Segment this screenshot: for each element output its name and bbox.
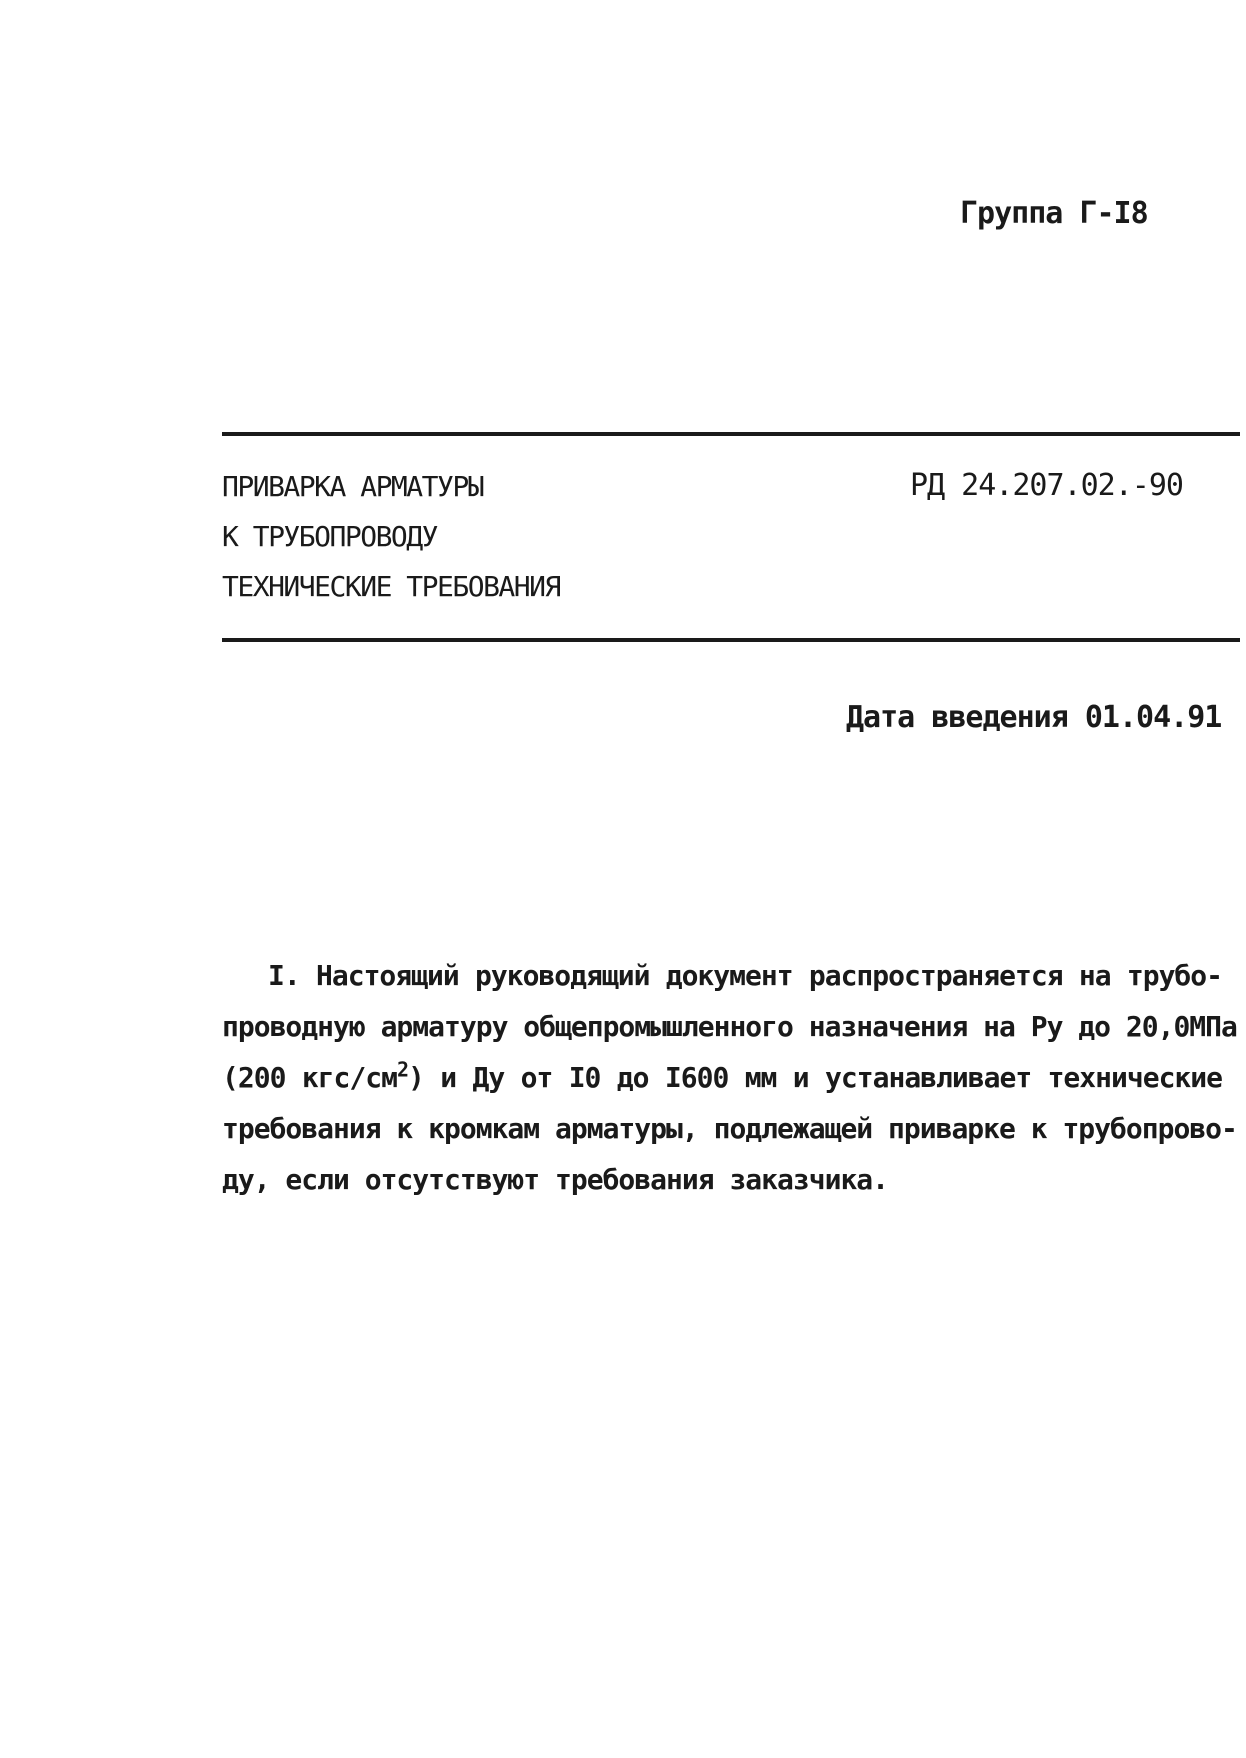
paragraph-line: проводную арматуру общепромышленного назначения на Ру до 20,0МПа [222,1010,1237,1043]
paragraph-text: (200 кгс/см [222,1061,397,1094]
paragraph-line: I. Настоящий руководящий документ распространяется на трубо- [268,959,1222,992]
paragraph-line [222,1052,1222,1103]
effective-date: Дата введения 01.04.91 [846,700,1222,735]
title-top-rule [222,432,1240,436]
title-line-1: ПРИВАРКА АРМАТУРЫ [222,470,484,503]
paragraph-text: ) и Ду от I0 до I600 мм и устанавливает технические [408,1061,1222,1094]
document-code: РД 24.207.02.-90 [910,468,1183,503]
group-label: Группа Г-I8 [960,196,1148,231]
title-line-2: К ТРУБОПРОВОДУ [222,520,438,553]
superscript: 2 [396,1057,409,1082]
paragraph-1 [222,950,1237,1205]
paragraph-line: ду, если отсутствуют требования заказчика. [222,1163,889,1196]
title-bottom-rule [222,638,1240,642]
paragraph-line: требования к кромкам арматуры, подлежащей приварке к трубопрово- [222,1112,1237,1145]
title-line-3: ТЕХНИЧЕСКИЕ ТРЕБОВАНИЯ [222,570,560,603]
